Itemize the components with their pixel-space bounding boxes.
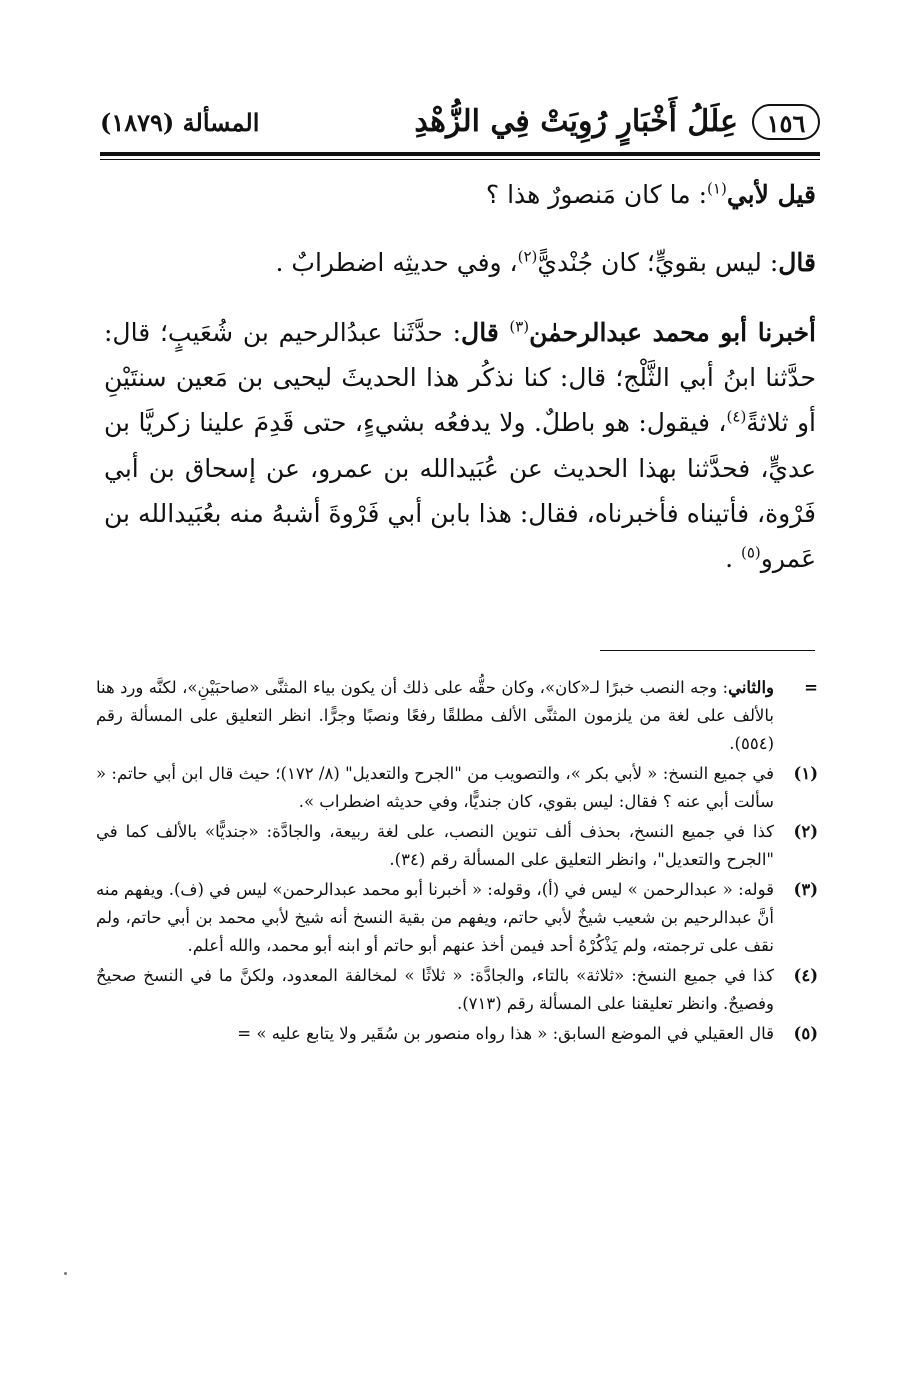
footnote-mark: (٣) <box>793 880 818 899</box>
footnote-body: قوله: « عبدالرحمن » ليس في (أ)، وقوله: « أخبرنا أبو محمد عبدالرحمن» ليس في (ف). ويفهم منه أنَّ عبدالرحيم بن شعيب شيخٌ لأبي حاتم، ويفهم من بقية النسخ أنه شيخ لأبي محمد بن أبي حاتم، ولم نقف على ترجمته، ولم يَذْكُرْهُ أحد فيمن أخذ عنهم أبو حاتم أو ابنه أبو محمد، والله أعلم. <box>96 880 774 955</box>
page-number: ١٥٦ <box>752 104 820 140</box>
narration-text-b: ، فيقول: هو باطلٌ. ولا يدفعُه بشيءٍ، حتى قَدِمَ علينا زكريَّا بن عديٍّ، فحدَّثنا بهذا الحديث عن عُبَيدالله بن عمرو، عن إسحاق بن أبي فَرْوة، فأتيناه فأخبرناه، فقال: هذا بابن أبي فَرْوةَ أشبهُ منه بعُبَيدالله بن عَمرو <box>104 408 816 574</box>
footnote-2 <box>96 818 818 874</box>
answer-text-a: : ليس بقويٍّ؛ كان جُنْديًّ <box>537 248 779 277</box>
book-title: عِلَلُ أَخْبَارٍ رُوِيَتْ فِي الزُّهْدِ <box>414 104 738 139</box>
answer-line <box>276 248 816 277</box>
answer-lead: قال <box>778 248 816 277</box>
footnote-5 <box>96 1020 818 1048</box>
footnotes <box>96 674 818 1050</box>
scan-speck <box>64 1272 67 1275</box>
footnote-mark: (١) <box>793 764 818 783</box>
footnote-ref-2: (٢) <box>517 247 538 266</box>
narration-end: . <box>725 544 741 574</box>
footnote-body: : وجه النصب خبرًا لـ«كان»، وكان حقُّه على ذلك أن يكون بياء المثنَّى «صاحبَيْنِ»، لكنَّه ورد هنا بالألف على لغة من يلزمون المثنَّى الألف مطلقًا رفعًا ونصبًا وجرًّا. انظر التعليق على المسألة رقم (٥٥٤). <box>96 678 774 753</box>
footnote-body: قال العقيلي في الموضع السابق: « هذا رواه منصور بن سُقَير ولا يتابع عليه » = <box>237 1024 774 1043</box>
header-rule-thick <box>100 152 820 156</box>
question-text: : ما كان مَنصورٌ هذا ؟ <box>485 180 708 209</box>
footnote-body: كذا في جميع النسخ: «ثلاثة» بالتاء، والجادَّة: « ثلاثًا » لمخالفة المعدود، ولكنَّ ما في النسخ صحيحٌ وفصيحٌ. وانظر تعليقنا على المسألة رقم (٧١٣). <box>96 966 774 1013</box>
footnote-body: في جميع النسخ: « لأبي بكر »، والتصويب من "الجرح والتعديل" (٨/ ١٧٢)؛ حيث قال ابن أبي حاتم: « سألت أبي عنه ؟ فقال: ليس بقوي، كان جنديًّا، وفي حديثه اضطراب ». <box>96 764 774 811</box>
footnote-mark: (٢) <box>793 822 818 841</box>
question-line <box>486 180 816 209</box>
footnote-mark: (٥) <box>793 1024 818 1043</box>
narration-lead: أخبرنا أبو محمد عبدالرحمٰن <box>529 318 817 347</box>
footnote-continuation <box>96 674 818 758</box>
footnote-mark: (٤) <box>793 966 818 985</box>
footnote-separator <box>600 650 815 651</box>
footnote-3 <box>96 876 818 960</box>
answer-text-b: ، وفي حديثِه اضطرابٌ . <box>275 248 518 277</box>
question-lead: قيل لأبي <box>726 180 816 209</box>
header-rule-thin <box>100 159 820 160</box>
footnote-ref-3: (٣) <box>509 317 530 336</box>
footnote-ref-5: (٥) <box>740 543 761 562</box>
footnote-ref-4: (٤) <box>726 408 747 427</box>
issue-label: المسألة (١٨٧٩) <box>100 108 260 137</box>
footnote-lead: والثاني <box>728 678 774 697</box>
narration-text-a: : حدَّثَنا عبدُالرحيم بن شُعَيبٍ؛ قال: حدَّثنا ابنُ أبي الثَّلْج؛ قال: كنا نذكُر هذا الحديثَ ليحيى بن مَعين سنتَيْنِ أو ثلاثةً <box>104 318 817 438</box>
footnote-text <box>96 674 774 758</box>
footnote-4 <box>96 962 818 1018</box>
footnote-body: كذا في جميع النسخ، بحذف ألف تنوين النصب، على لغة ربيعة، والجادَّة: «جنديًّا» بالألف كما في "الجرح والتعديل"، وانظر التعليق على المسألة رقم (٣٤). <box>96 822 774 869</box>
footnote-1 <box>96 760 818 816</box>
narration-lead-2: قال <box>461 318 510 347</box>
page-header <box>100 98 820 148</box>
narration-paragraph <box>104 310 816 581</box>
footnote-mark: = <box>804 678 818 697</box>
footnote-ref-1: (١) <box>707 179 727 198</box>
